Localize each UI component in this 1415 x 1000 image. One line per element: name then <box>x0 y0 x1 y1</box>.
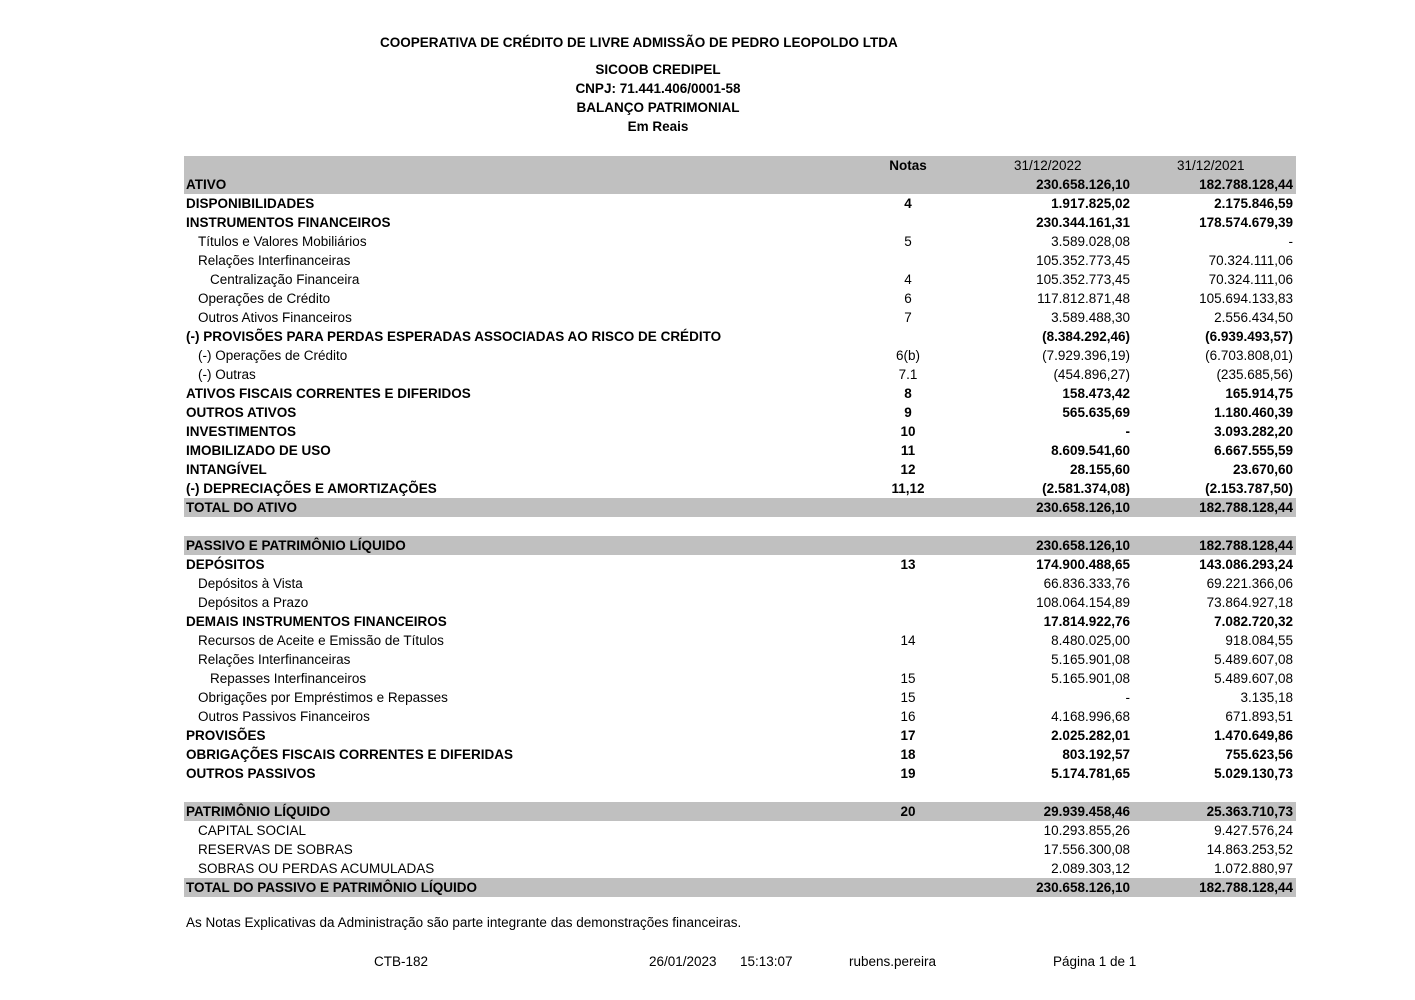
table-row <box>184 669 1296 688</box>
row-value-2022: 158.473,42 <box>1062 386 1130 401</box>
row-value-2021: 918.084,55 <box>1225 633 1293 648</box>
row-value-2022: 565.635,69 <box>1062 405 1130 420</box>
table-row <box>184 194 1296 213</box>
row-value-2021: 1.180.460,39 <box>1214 405 1293 420</box>
row-label: OUTROS ATIVOS <box>186 405 297 420</box>
row-value-2021: 23.670,60 <box>1232 462 1293 477</box>
row-label: Depósitos a Prazo <box>198 595 309 610</box>
row-value-2022: 105.352.773,45 <box>1036 253 1130 268</box>
row-value-2021: - <box>1288 234 1293 249</box>
brand-name: SICOOB CREDIPEL <box>595 62 721 77</box>
row-value-2022: 10.293.855,26 <box>1043 823 1130 838</box>
row-notes: 11 <box>900 443 916 458</box>
table-row <box>184 327 1296 346</box>
row-label: SOBRAS OU PERDAS ACUMULADAS <box>198 861 435 876</box>
row-value-2021: 69.221.366,06 <box>1206 576 1293 591</box>
row-value-2022: 117.812.871,48 <box>1037 291 1130 306</box>
row-value-2021: 165.914,75 <box>1225 386 1293 401</box>
table-row <box>184 365 1296 384</box>
row-label: (-) Operações de Crédito <box>198 348 348 363</box>
row-value-2021: (235.685,56) <box>1216 367 1293 382</box>
liabilities-header-row <box>184 536 1296 555</box>
row-value-2021: 2.175.846,59 <box>1214 196 1293 211</box>
row-label: Obrigações por Empréstimos e Repasses <box>198 690 448 705</box>
row-value-2022: 5.165.901,08 <box>1051 671 1130 686</box>
footnote: As Notas Explicativas da Administração são parte integrante das demonstrações financeiras. <box>186 915 742 930</box>
row-value-2022: 3.589.028,08 <box>1051 234 1130 249</box>
row-notes: 7 <box>904 310 912 325</box>
column-header-row <box>184 156 1296 175</box>
row-label: DEMAIS INSTRUMENTOS FINANCEIROS <box>186 614 447 629</box>
table-row <box>184 289 1296 308</box>
row-value-2021: 755.623,56 <box>1225 747 1293 762</box>
row-value-2022: 17.814.922,76 <box>1043 614 1130 629</box>
row-value-2021: 6.667.555,59 <box>1214 443 1293 458</box>
row-label: ATIVO <box>186 177 227 192</box>
row-value-2022: 230.344.161,31 <box>1036 215 1130 230</box>
company-name: COOPERATIVA DE CRÉDITO DE LIVRE ADMISSÃO DE PEDRO LEOPOLDO LTDA <box>380 35 898 50</box>
row-value-2021: (2.153.787,50) <box>1205 481 1293 496</box>
row-label: INSTRUMENTOS FINANCEIROS <box>186 215 391 230</box>
table-row <box>184 688 1296 707</box>
table-row <box>184 213 1296 232</box>
table-row <box>184 479 1296 498</box>
row-value-2022: 2.025.282,01 <box>1051 728 1130 743</box>
row-notes: 6(b) <box>895 348 920 363</box>
row-notes: 9 <box>904 405 912 420</box>
row-value-2021: 9.427.576,24 <box>1214 823 1293 838</box>
table-row <box>184 707 1296 726</box>
row-value-2022: 5.174.781,65 <box>1051 766 1130 781</box>
row-notes: 4 <box>904 272 912 287</box>
table-row <box>184 726 1296 745</box>
row-label: Centralização Financeira <box>210 272 360 287</box>
row-value-2021: 182.788.128,44 <box>1199 538 1293 553</box>
row-value-2021: 182.788.128,44 <box>1199 500 1293 515</box>
row-value-2022: 66.836.333,76 <box>1043 576 1130 591</box>
row-value-2021: (6.703.808,01) <box>1205 348 1293 363</box>
row-notes: 8 <box>904 386 912 401</box>
row-notes: 13 <box>900 557 916 572</box>
row-notes: 11,12 <box>891 481 925 496</box>
row-notes <box>868 650 948 669</box>
row-spacer <box>184 517 1296 536</box>
date-2021-column-header: 31/12/2021 <box>1177 158 1245 173</box>
row-label: TOTAL DO PASSIVO E PATRIMÔNIO LÍQUIDO <box>186 880 478 895</box>
row-notes <box>868 612 948 631</box>
row-value-2022: 105.352.773,45 <box>1036 272 1130 287</box>
table-row <box>184 308 1296 327</box>
row-notes: 16 <box>900 709 916 724</box>
row-value-2022: (7.929.396,19) <box>1042 348 1130 363</box>
table-row <box>184 745 1296 764</box>
table-row <box>184 232 1296 251</box>
row-label: PROVISÕES <box>186 728 266 743</box>
row-value-2021: 143.086.293,24 <box>1199 557 1293 572</box>
row-notes: 12 <box>900 462 916 477</box>
table-row <box>184 593 1296 612</box>
row-value-2022: - <box>1125 690 1130 705</box>
row-label: Outros Ativos Financeiros <box>198 310 352 325</box>
row-notes: 14 <box>900 633 916 648</box>
row-label: INVESTIMENTOS <box>186 424 297 439</box>
row-value-2021: 182.788.128,44 <box>1199 880 1293 895</box>
row-notes: 7.1 <box>898 367 918 382</box>
row-value-2021: 70.324.111,06 <box>1208 272 1293 287</box>
row-notes: 15 <box>900 690 916 705</box>
row-notes: 4 <box>904 196 912 211</box>
table-row <box>184 612 1296 631</box>
table-row <box>184 403 1296 422</box>
row-notes: 20 <box>900 804 916 819</box>
row-value-2021: 671.893,51 <box>1225 709 1293 724</box>
row-value-2022: 4.168.996,68 <box>1051 709 1130 724</box>
footer-time: 15:13:07 <box>740 954 793 969</box>
row-value-2021: 25.363.710,73 <box>1206 804 1293 819</box>
row-value-2022: 230.658.126,10 <box>1036 177 1130 192</box>
table-row <box>184 441 1296 460</box>
table-row <box>184 840 1296 859</box>
row-notes <box>868 536 948 555</box>
row-notes <box>868 878 948 897</box>
row-label: (-) Outras <box>198 367 256 382</box>
row-spacer <box>184 783 1296 802</box>
row-label: OBRIGAÇÕES FISCAIS CORRENTES E DIFERIDAS <box>186 747 514 762</box>
row-label: Outros Passivos Financeiros <box>198 709 370 724</box>
row-value-2021: 1.470.649,86 <box>1214 728 1293 743</box>
row-label: INTANGÍVEL <box>186 462 267 477</box>
table-row <box>184 346 1296 365</box>
table-row <box>184 422 1296 441</box>
table-row <box>184 859 1296 878</box>
table-row <box>184 555 1296 574</box>
row-value-2022: 108.064.154,89 <box>1036 595 1130 610</box>
row-label: IMOBILIZADO DE USO <box>186 443 331 458</box>
row-value-2022: 1.917.825,02 <box>1051 196 1130 211</box>
row-value-2021: 2.556.434,50 <box>1214 310 1293 325</box>
total-liabilities-equity-row <box>184 878 1296 897</box>
row-value-2022: 803.192,57 <box>1062 747 1130 762</box>
row-label: Recursos de Aceite e Emissão de Títulos <box>198 633 444 648</box>
row-value-2021: 7.082.720,32 <box>1214 614 1293 629</box>
footer-user: rubens.pereira <box>849 954 937 969</box>
row-value-2022: 174.900.488,65 <box>1036 557 1130 572</box>
table-row <box>184 764 1296 783</box>
table-row <box>184 574 1296 593</box>
row-label: Depósitos à Vista <box>198 576 303 591</box>
table-row <box>184 631 1296 650</box>
row-label: TOTAL DO ATIVO <box>186 500 297 515</box>
notes-column-header: Notas <box>889 158 927 173</box>
row-value-2021: 182.788.128,44 <box>1199 177 1293 192</box>
row-notes <box>868 327 948 346</box>
row-value-2022: 17.556.300,08 <box>1043 842 1130 857</box>
row-value-2021: 5.489.607,08 <box>1214 652 1293 667</box>
row-label: (-) PROVISÕES PARA PERDAS ESPERADAS ASSOCIADAS AO RISCO DE CRÉDITO <box>186 329 722 344</box>
footer-date: 26/01/2023 <box>649 954 717 969</box>
row-notes: 17 <box>900 728 916 743</box>
row-label: RESERVAS DE SOBRAS <box>198 842 353 857</box>
row-label: DISPONIBILIDADES <box>186 196 315 211</box>
row-notes <box>868 498 948 517</box>
row-label: Relações Interfinanceiras <box>198 652 351 667</box>
row-value-2021: (6.939.493,57) <box>1205 329 1293 344</box>
report-title: BALANÇO PATRIMONIAL <box>576 100 740 115</box>
table-row <box>184 821 1296 840</box>
row-value-2022: 3.589.488,30 <box>1051 310 1130 325</box>
row-value-2021: 178.574.679,39 <box>1199 215 1293 230</box>
row-notes <box>868 593 948 612</box>
date-2022-column-header: 31/12/2022 <box>1014 158 1082 173</box>
table-row <box>184 251 1296 270</box>
row-label: Repasses Interfinanceiros <box>210 671 367 686</box>
row-notes <box>868 821 948 840</box>
row-label: Títulos e Valores Mobiliários <box>198 234 367 249</box>
row-value-2022: (8.384.292,46) <box>1042 329 1130 344</box>
row-value-2021: 105.694.133,83 <box>1199 291 1293 306</box>
row-value-2022: 230.658.126,10 <box>1036 538 1130 553</box>
row-notes: 15 <box>900 671 916 686</box>
row-label: ATIVOS FISCAIS CORRENTES E DIFERIDOS <box>186 386 471 401</box>
row-value-2021: 14.863.253,52 <box>1206 842 1293 857</box>
row-notes: 19 <box>900 766 916 781</box>
row-value-2022: (454.896,27) <box>1053 367 1130 382</box>
row-label: DEPÓSITOS <box>186 557 265 572</box>
table-row <box>184 175 1296 194</box>
row-notes <box>868 859 948 878</box>
row-notes <box>868 840 948 859</box>
row-label: (-) DEPRECIAÇÕES E AMORTIZAÇÕES <box>186 481 437 496</box>
row-value-2022: (2.581.374,08) <box>1042 481 1130 496</box>
row-value-2022: 29.939.458,46 <box>1043 804 1130 819</box>
equity-header-row <box>184 802 1296 821</box>
footer-code: CTB-182 <box>374 954 429 969</box>
row-value-2021: 70.324.111,06 <box>1208 253 1293 268</box>
row-value-2022: - <box>1125 424 1130 439</box>
row-value-2022: 230.658.126,10 <box>1036 500 1130 515</box>
row-value-2021: 5.029.130,73 <box>1214 766 1293 781</box>
row-value-2022: 5.165.901,08 <box>1051 652 1130 667</box>
row-value-2022: 230.658.126,10 <box>1036 880 1130 895</box>
row-notes <box>868 175 948 194</box>
total-assets-row <box>184 498 1296 517</box>
table-row <box>184 460 1296 479</box>
row-notes <box>868 574 948 593</box>
row-label: PASSIVO E PATRIMÔNIO LÍQUIDO <box>186 538 406 553</box>
row-label: CAPITAL SOCIAL <box>198 823 307 838</box>
balance-sheet-table <box>184 156 1296 897</box>
table-row <box>184 650 1296 669</box>
row-value-2022: 28.155,60 <box>1069 462 1130 477</box>
row-label: PATRIMÔNIO LÍQUIDO <box>186 804 331 819</box>
currency-unit: Em Reais <box>627 119 689 134</box>
row-notes: 6 <box>904 291 912 306</box>
row-value-2021: 3.135,18 <box>1240 690 1293 705</box>
row-value-2022: 8.480.025,00 <box>1051 633 1130 648</box>
table-row <box>184 384 1296 403</box>
row-notes: 10 <box>900 424 916 439</box>
row-value-2021: 73.864.927,18 <box>1206 595 1293 610</box>
cnpj: CNPJ: 71.441.406/0001-58 <box>575 81 741 96</box>
row-value-2021: 5.489.607,08 <box>1214 671 1293 686</box>
row-notes <box>868 213 948 232</box>
row-label: OUTROS PASSIVOS <box>186 766 316 781</box>
row-notes: 18 <box>900 747 916 762</box>
row-value-2021: 3.093.282,20 <box>1214 424 1293 439</box>
row-value-2022: 2.089.303,12 <box>1051 861 1130 876</box>
table-row <box>184 270 1296 289</box>
row-notes <box>868 251 948 270</box>
footer-page-number: Página 1 de 1 <box>1053 954 1137 969</box>
row-value-2021: 1.072.880,97 <box>1214 861 1293 876</box>
row-label: Relações Interfinanceiras <box>198 253 351 268</box>
row-label: Operações de Crédito <box>198 291 331 306</box>
row-notes: 5 <box>904 234 912 249</box>
row-value-2022: 8.609.541,60 <box>1051 443 1130 458</box>
